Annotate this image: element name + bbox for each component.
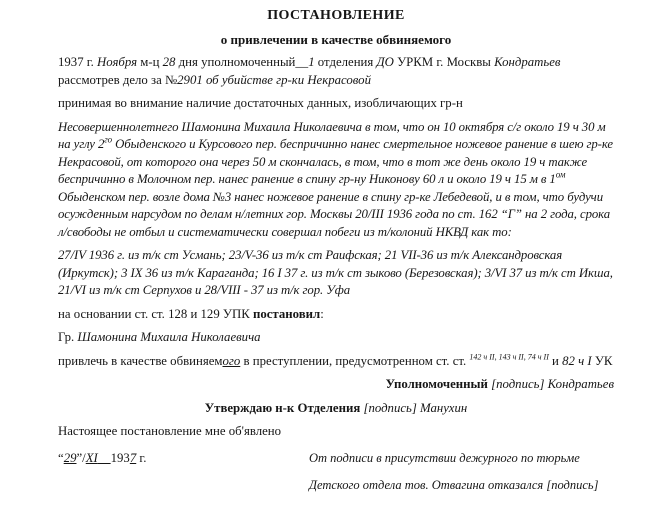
officer-name: Кондратьев <box>494 55 561 69</box>
accusation-paragraph <box>58 119 614 242</box>
resolved-word: постановил <box>252 306 321 321</box>
filled-in-ending: ого <box>222 353 241 368</box>
footer-row <box>58 451 614 493</box>
text-run: м-ц <box>137 55 163 69</box>
text-run: “ <box>58 450 64 465</box>
text-run: Обыденском пер. возле дома №3 нанес ножевое ранение в спину гр-ке Лебедевой, и в том, что будучи осужденным нарсудом по делам н/летних гор. Москвы 20/III 1936 года по ст. 162 “Г” на 2 года, срока л/свободы не отбыл и систематически совершал побеги из т/колоний НКВД как то: <box>58 189 611 239</box>
text-run: на основании ст. ст. 128 и 129 УПК <box>58 306 253 321</box>
article-82: 82 ч I <box>562 353 592 368</box>
document-subtitle: о привлечении в качестве обвиняемого <box>220 32 452 47</box>
announcement-line: Настоящее постановление мне об'явлено <box>58 424 282 438</box>
filled-in-day: 28 <box>162 55 176 69</box>
text-run: 193 <box>110 450 130 465</box>
text-run: Несовершеннолетнего Шамонина Михаила Николаевича в том, что он 10 октября с/г около 19 ч 30 м на углу 2 <box>58 119 606 151</box>
blank-underline <box>98 451 111 465</box>
filled-in-unit: ДО <box>376 55 394 69</box>
approval-line-manukhin <box>58 400 614 418</box>
filled-in-month: Ноября <box>97 55 138 69</box>
text-run: Обыденского и Курсового пер. беспричинно нанес смертельное ножевое ранение в шею гр-ке Некрасовой, от которого она через 50 м скончалась, в том, что в тот же день около 19 ч также беспричинно в Молочном пер. нанес ранение в спину гр-ну Никонову 60 л и около 19 ч 15 м в 1 <box>58 137 613 186</box>
refusal-note-line2: Детского отдела тов. Отвагина отказался [подпись] <box>309 477 599 492</box>
text-run: : <box>320 306 324 321</box>
text-run: привлечь в качестве обвиняем <box>58 353 223 368</box>
grounds-paragraph: принимая во внимание наличие достаточных данных, изобличающих гр-н <box>58 96 463 110</box>
ordinal-superscript: ом <box>555 169 566 180</box>
charge-line <box>58 353 614 371</box>
text-run: ”/ <box>76 450 86 465</box>
approval-title: Утверждаю н-к Отделения <box>204 400 361 415</box>
basis-paragraph <box>58 306 614 324</box>
refusal-note-line1: От подписи в присутствии дежурного по тюрьме <box>309 450 580 465</box>
text-run: УРКМ г. Москвы <box>393 55 495 69</box>
text-run: УК <box>591 353 613 368</box>
ordinal-superscript: го <box>104 134 113 145</box>
text-run: дня уполномоченный__ <box>175 55 309 69</box>
text-run: рассмотрев дело за № <box>58 72 178 87</box>
filled-in-day: 29 <box>63 450 77 465</box>
date-line <box>58 451 146 493</box>
accused-full-name: Шамонина Михаила Николаевича <box>77 330 261 344</box>
criminal-articles-superscript: 142 ч II, 143 ч II, 74 ч II <box>469 352 549 362</box>
text-run: 1937 г. <box>58 55 97 69</box>
signature-note: [подпись] Манухин <box>360 400 468 415</box>
filled-in-department-number: 1 <box>308 55 315 69</box>
filled-in-month-roman: XI <box>85 450 98 465</box>
intro-paragraph <box>58 54 614 89</box>
text-run: г. <box>136 450 147 465</box>
officer-title: Уполномоченный <box>385 377 488 391</box>
document-title: ПОСТАНОВЛЕНИЕ <box>267 8 405 23</box>
signature-line-kondratyev <box>58 376 614 394</box>
filled-in-year-digit: 7 <box>129 450 137 465</box>
citizen-name-line <box>58 329 614 347</box>
refusal-note <box>309 451 614 493</box>
text-run: в преступлении, предусмотренном ст. ст. <box>240 353 470 368</box>
text-run: отделения <box>314 55 377 69</box>
text-run: и <box>548 353 563 368</box>
signature-note: [подпись] Кондратьев <box>487 377 614 391</box>
escapes-paragraph: 27/IV 1936 г. из т/к ст Усмань; 23/V-36 из т/к ст Раифская; 21 VII-36 из т/к Александровская (Иркутск); 3 IX 36 из т/к Караганда; 16 I 37 г. из т/к ст зыково (Березовская); 3/VI 37 из т/к ст Икша, 21/VI из т/к ст Серпухов и 28/VIII - 37 из т/к гор. Уфа <box>58 248 613 297</box>
text-run: Гр. <box>58 330 78 344</box>
case-number-and-subject: 2901 об убийстве гр-ки Некрасовой <box>177 72 371 87</box>
